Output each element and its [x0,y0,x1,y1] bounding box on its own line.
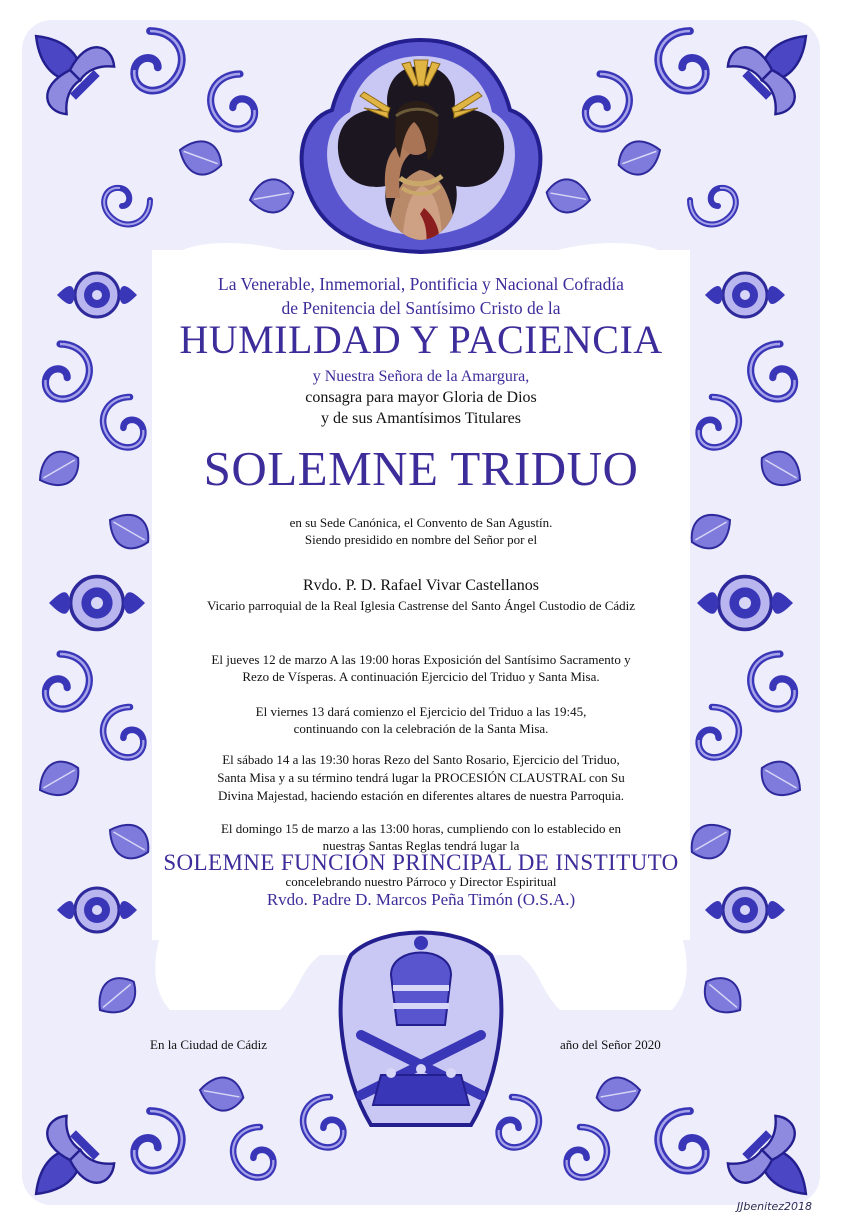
sunday-line-1: El domingo 15 de marzo a las 13:00 horas, cumpliendo con lo establecido en [220,821,621,836]
subtitle-line-2: consagra para mayor Gloria de Dios [305,389,537,406]
schedule-saturday-line-2: Santa Misa y a su término tendrá lugar la PROCESIÓN CLAUSTRAL con Su [217,770,625,785]
schedule-saturday-line-3: Divina Majestad, haciendo estación en diferentes altares de nuestra Parroquia. [217,788,625,803]
celebrant-name: Rvdo. Padre D. Marcos Peña Timón (O.S.A.) [266,890,576,909]
schedule-friday-line-1: El viernes 13 dará comienzo el Ejercicio del Triduo a las 19:45, [255,704,587,719]
schedule-saturday-line-1: El sábado 14 a las 19:30 horas Rezo del Santo Rosario, Ejercicio del Triduo, [222,752,620,767]
papal-emblem [341,933,502,1126]
sunday-line-2: nuestras Santas Reglas tendrá lugar la [322,838,520,853]
schedule-thursday-line-1: El jueves 12 de marzo A las 19:00 horas Exposición del Santísimo Sacramento y [211,652,631,667]
preacher-role: Vicario parroquial de la Real Iglesia Castrense del Santo Ángel Custodio de Cádiz [206,598,636,613]
footer-city: En la Ciudad de Cádiz [150,1037,267,1052]
footer-year: año del Señor 2020 [560,1037,661,1052]
sede-line-2: Siendo presidido en nombre del Señor por el [304,532,538,547]
subtitle-line-1: y Nuestra Señora de la Amargura, [312,368,530,385]
sunday-line-3: concelebrando nuestro Párroco y Director Espiritual [285,874,557,889]
funcion-principal-title: SOLEMNE FUNCIÓN PRINCIPAL DE INSTITUTO [163,850,679,875]
schedule-friday-line-2: continuando con la celebración de la Santa Misa. [293,721,549,736]
title-humildad-paciencia: HUMILDAD Y PACIENCIA [179,317,663,362]
cristo-medallion-image [330,58,512,246]
intro-line-2: de Penitencia del Santísimo Cristo de la [281,298,561,318]
preacher-name: Rvdo. P. D. Rafael Vivar Castellanos [302,577,540,594]
title-solemne-triduo: SOLEMNE TRIDUO [203,441,639,496]
intro-line-1: La Venerable, Inmemorial, Pontificia y Nacional Cofradía [218,274,624,294]
artist-signature: JJbenitez2018 [736,1200,812,1213]
schedule-thursday-line-2: Rezo de Vísperas. A continuación Ejercicio del Triduo y Santa Misa. [242,669,600,684]
subtitle-line-3: y de sus Amantísimos Titulares [320,410,522,427]
sede-line-1: en su Sede Canónica, el Convento de San Agustín. [289,515,553,530]
